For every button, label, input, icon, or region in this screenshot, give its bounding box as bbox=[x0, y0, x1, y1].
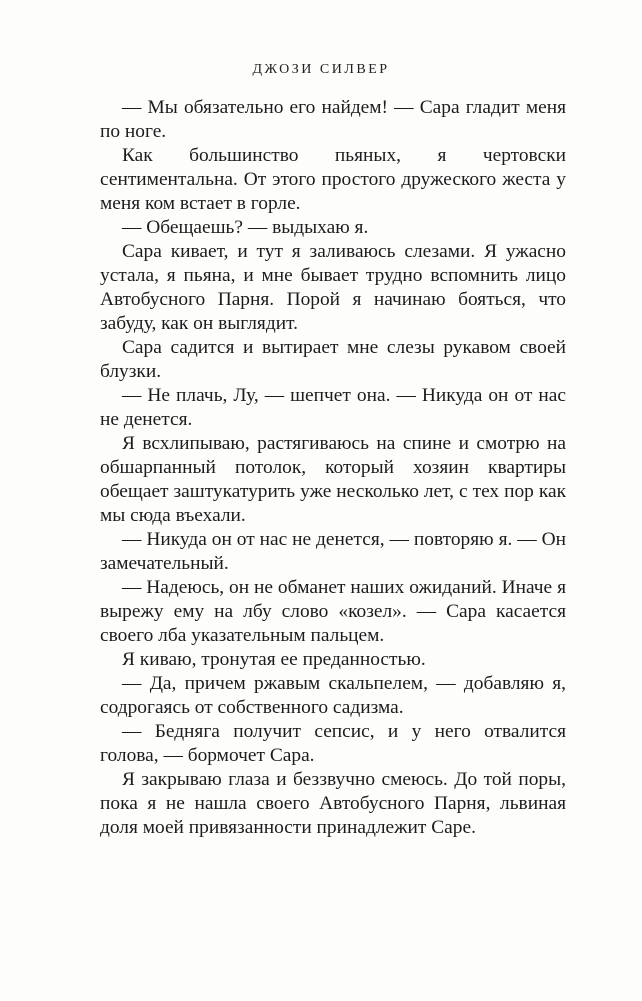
paragraph: — Надеюсь, он не обманет наших ожиданий. Иначе я вырежу ему на лбу слово «козел». — Сара касается своего лба указательным пальцем. bbox=[100, 577, 566, 646]
running-head: ДЖОЗИ СИЛВЕР bbox=[252, 62, 390, 77]
paragraph: — Обещаешь? — выдыхаю я. bbox=[122, 217, 369, 238]
paragraph: Сара кивает, и тут я заливаюсь слезами. Я ужасно устала, я пьяна, и мне бывает трудно вспомнить лицо Автобусного Парня. Порой я начинаю бояться, что забуду, как он выглядит. bbox=[100, 241, 566, 334]
paragraph: — Да, причем ржавым скальпелем, — добавляю я, содрогаясь от собственного садизма. bbox=[100, 673, 566, 718]
body-text bbox=[100, 96, 566, 840]
paragraph: Я закрываю глаза и беззвучно смеюсь. До той поры, пока я не нашла своего Автобусного Парня, львиная доля моей привязанности принадлежит Саре. bbox=[100, 769, 566, 838]
paragraph: — Не плачь, Лу, — шепчет она. — Никуда он от нас не денется. bbox=[100, 385, 566, 430]
paragraph: — Бедняга получит сепсис, и у него отвалится голова, — бормочет Сара. bbox=[100, 721, 566, 766]
paragraph: Я киваю, тронутая ее преданностью. bbox=[122, 649, 426, 670]
paragraph: Сара садится и вытирает мне слезы рукавом своей блузки. bbox=[100, 337, 566, 382]
paragraph: Как большинство пьяных, я чертовски сентиментальна. От этого простого дружеского жеста у меня ком встает в горле. bbox=[100, 145, 566, 214]
paragraph: — Мы обязательно его найдем! — Сара гладит меня по ноге. bbox=[100, 97, 566, 142]
paragraph: — Никуда он от нас не денется, — повторяю я. — Он замечательный. bbox=[100, 529, 566, 574]
paragraph: Я всхлипываю, растягиваюсь на спине и смотрю на обшарпанный потолок, который хозяин квартиры обещает заштукатурить уже несколько лет, с тех пор как мы сюда въехали. bbox=[100, 433, 566, 526]
